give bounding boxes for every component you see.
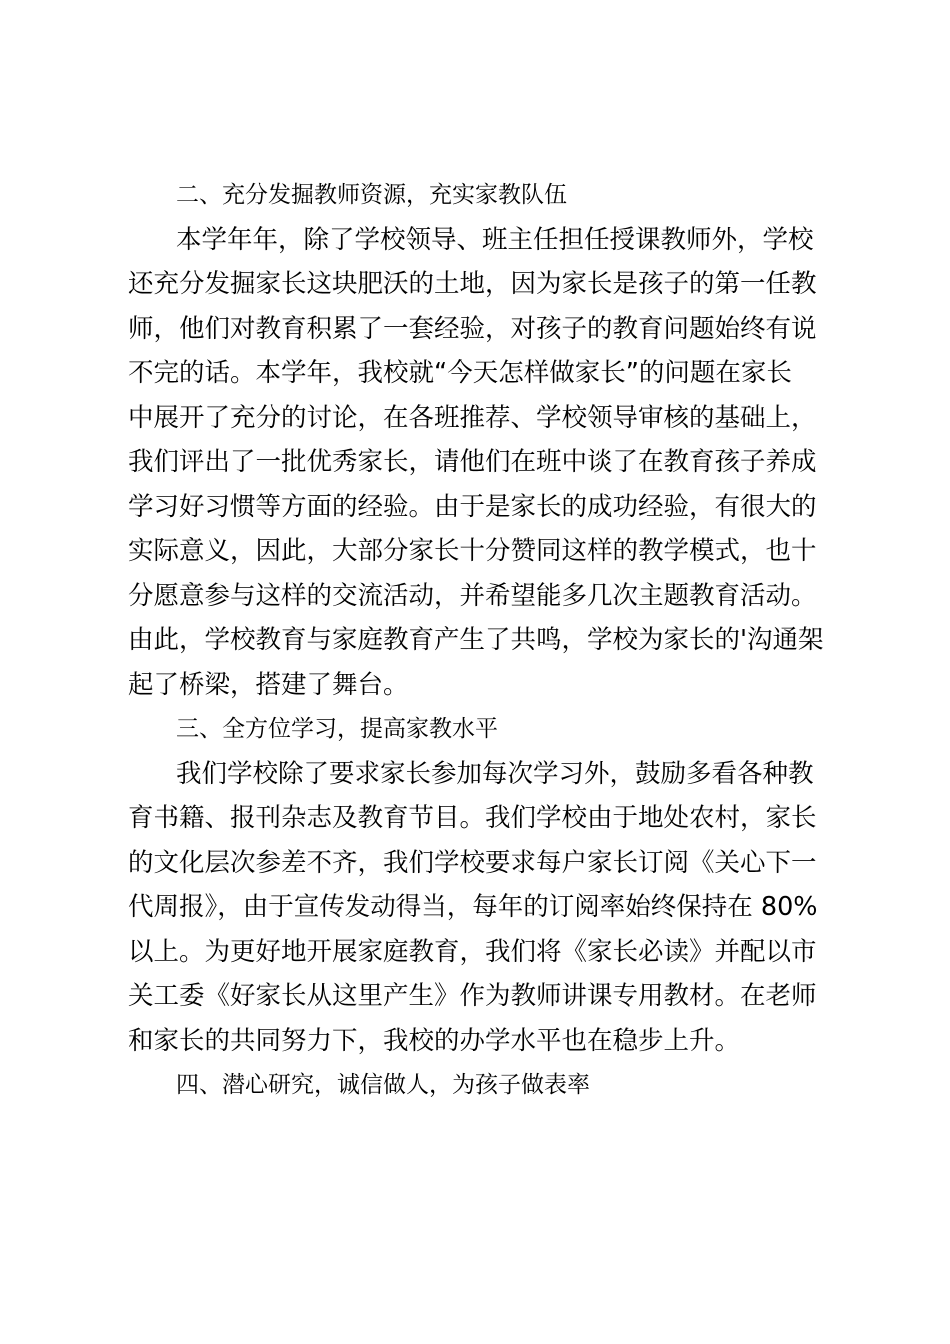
paragraph-line: 学习好习惯等方面的经验。由于是家长的成功经验，有很大的 xyxy=(128,491,817,522)
paragraph-teacher-resources xyxy=(128,218,838,708)
paragraph-line: 实际意义，因此，大部分家长十分赞同这样的教学模式，也十 xyxy=(128,536,817,566)
paragraph-line: 中展开了充分的讨论，在各班推荐、学校领导审核的基础上， xyxy=(128,402,817,433)
paragraph-line: 和家长的共同努力下，我校的办学水平也在稳步上升。 xyxy=(128,1025,741,1056)
paragraph-line: 还充分发掘家长这块肥沃的土地，因为家长是孩子的第一任教 xyxy=(128,269,817,299)
paragraph-line: 起了桥梁，搭建了舞台。 xyxy=(128,669,409,700)
paragraph-line: 代周报》，由于宣传发动得当，每年的订阅率始终保持在 80% xyxy=(128,892,818,922)
paragraph-line: 本学年年，除了学校领导、班主任担任授课教师外，学校 xyxy=(176,224,814,255)
paragraph-line: 师，他们对教育积累了一套经验，对孩子的教育问题始终有说 xyxy=(128,313,817,344)
paragraph-line: 我们评出了一批优秀家长，请他们在班中谈了在教育孩子养成 xyxy=(128,447,817,477)
paragraph-line: 不完的话。本学年，我校就“今天怎样做家长”的问题在家长 xyxy=(128,358,792,388)
section-heading-2: 二、充分发掘教师资源，充实家教队伍 xyxy=(176,182,567,208)
paragraph-all-round-learning xyxy=(128,752,838,1064)
section-heading-3: 三、全方位学习，提高家教水平 xyxy=(176,716,498,742)
paragraph-line: 我们学校除了要求家长参加每次学习外，鼓励多看各种教 xyxy=(176,758,814,789)
paragraph-line: 分愿意参与这样的交流活动，并希望能多几次主题教育活动。 xyxy=(128,580,817,611)
paragraph-line: 育书籍、报刊杂志及教育节目。我们学校由于地处农村，家长 xyxy=(128,803,817,833)
paragraph-line: 以上。为更好地开展家庭教育，我们将《家长必读》并配以市 xyxy=(128,936,817,967)
paragraph-line: 的文化层次参差不齐，我们学校要求每户家长订阅《关心下一 xyxy=(128,847,817,878)
document-body xyxy=(128,173,838,1108)
paragraph-line: 关工委《好家长从这里产生》作为教师讲课专用教材。在老师 xyxy=(128,981,817,1011)
section-heading-4: 四、潜心研究，诚信做人，为孩子做表率 xyxy=(176,1072,590,1098)
paragraph-line: 由此，学校教育与家庭教育产生了共鸣，学校为家长的'沟通架 xyxy=(128,625,824,655)
